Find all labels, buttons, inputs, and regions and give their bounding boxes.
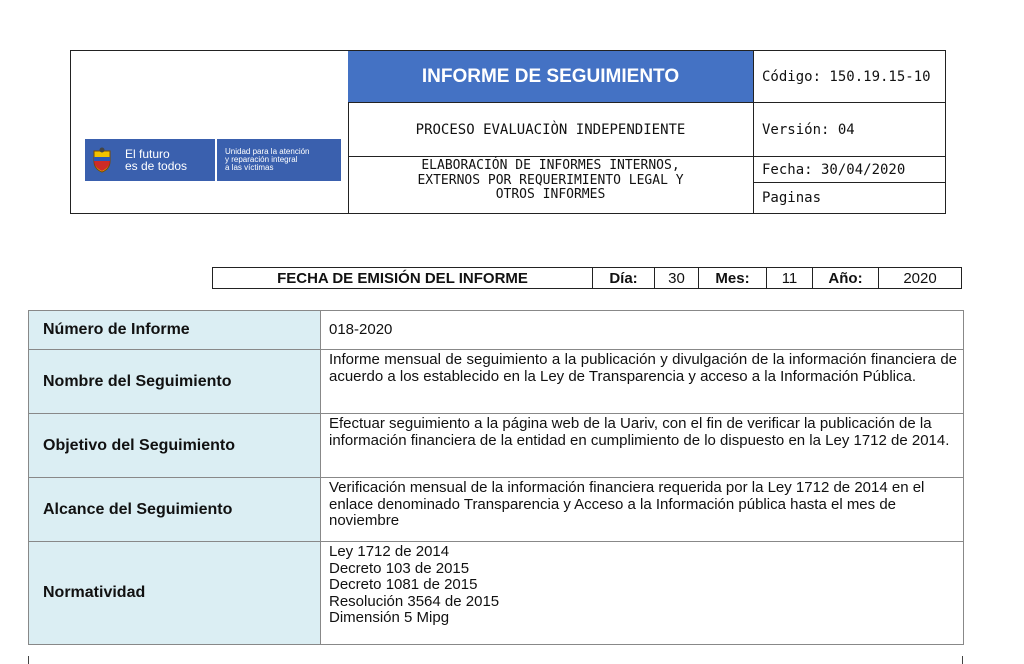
year-value: 2020 [903, 269, 937, 287]
logo-slogan-line-2: es de todos [125, 159, 188, 173]
header-middle-column [348, 51, 754, 213]
entity-logo [85, 139, 341, 181]
regulation-item: Dimensión 5 Mipg [329, 609, 450, 626]
day-value: 30 [655, 268, 699, 288]
tracking-name-value: Informe mensual de seguimiento a la publicación y divulgación de la información financiera de acuerdo a los establecido en la Ley de Transparencia y acceso a la Información Pública. [329, 351, 957, 385]
tracking-scope-value: Verificación mensual de la información financiera requerida por la Ley 1712 de 2014 en el enlace denominado Transparencia y Acceso a la Información pública hasta el mes de noviembre [329, 479, 925, 529]
year-label: Año: [813, 268, 879, 288]
tracking-objective-value: Efectuar seguimiento a la página web de la Uariv, con el fin de verificar la publicación de la información financiera de la entidad en cumplimiento de lo dispuesto en la Ley 1712 de 2014. [329, 415, 950, 449]
document-code: Código: 150.19.15-10 [753, 51, 945, 103]
elaboration-type [348, 157, 753, 213]
document-pages: Paginas [762, 190, 822, 206]
header-right-column [753, 51, 945, 213]
day-label: Día: [593, 268, 655, 288]
elaboration-line-2: EXTERNOS POR REQUERIMIENTO LEGAL Y [417, 172, 684, 188]
elaboration-line-3: OTROS INFORMES [495, 187, 606, 202]
report-number-label: Número de Informe [29, 311, 321, 349]
regulation-item: Ley 1712 de 2014 [329, 543, 450, 560]
month-label: Mes: [699, 268, 767, 288]
logo-unit-name [215, 139, 341, 181]
document-date: Fecha: 30/04/2020 [753, 157, 945, 183]
logo-unit-line-3: a las víctimas [225, 163, 274, 172]
coat-of-arms-icon [91, 147, 113, 173]
tracking-objective-label: Objetivo del Seguimiento [29, 414, 321, 477]
regulations-list [321, 542, 963, 644]
table-row [29, 413, 963, 477]
table-row [29, 477, 963, 541]
document-title: INFORME DE SEGUIMIENTO [348, 51, 753, 103]
page-crop-mark [962, 656, 963, 664]
table-row [29, 541, 963, 644]
regulation-item: Decreto 103 de 2015 [329, 559, 470, 577]
process-name: PROCESO EVALUACIÒN INDEPENDIENTE [348, 103, 753, 157]
tracking-scope-label: Alcance del Seguimiento [29, 478, 321, 541]
elaboration-line-1: ELABORACIÓN DE INFORMES INTERNOS, [421, 158, 680, 173]
report-info-table [28, 310, 964, 645]
page-crop-mark [28, 656, 29, 664]
issue-date-label: FECHA DE EMISIÓN DEL INFORME [213, 268, 593, 288]
logo-main [85, 139, 215, 181]
table-row [29, 349, 963, 413]
regulation-item: Resolución 3564 de 2015 [329, 592, 500, 610]
logo-slogan [125, 148, 187, 172]
document-version: Versión: 04 [753, 103, 945, 157]
tracking-name-label: Nombre del Seguimiento [29, 350, 321, 413]
logo-cell [71, 51, 349, 213]
regulation-item: Decreto 1081 de 2015 [329, 576, 478, 593]
regulations-label: Normatividad [29, 542, 321, 644]
report-number-value: 018-2020 [329, 320, 393, 338]
logo-unit-line-1: Unidad para la atención [225, 147, 310, 156]
logo-unit-line-2: y reparación integral [225, 155, 298, 164]
document-header [70, 50, 946, 214]
month-value: 11 [767, 268, 813, 288]
logo-slogan-line-1: El futuro [125, 147, 170, 161]
issue-date-row [212, 267, 962, 289]
table-row [29, 311, 963, 349]
